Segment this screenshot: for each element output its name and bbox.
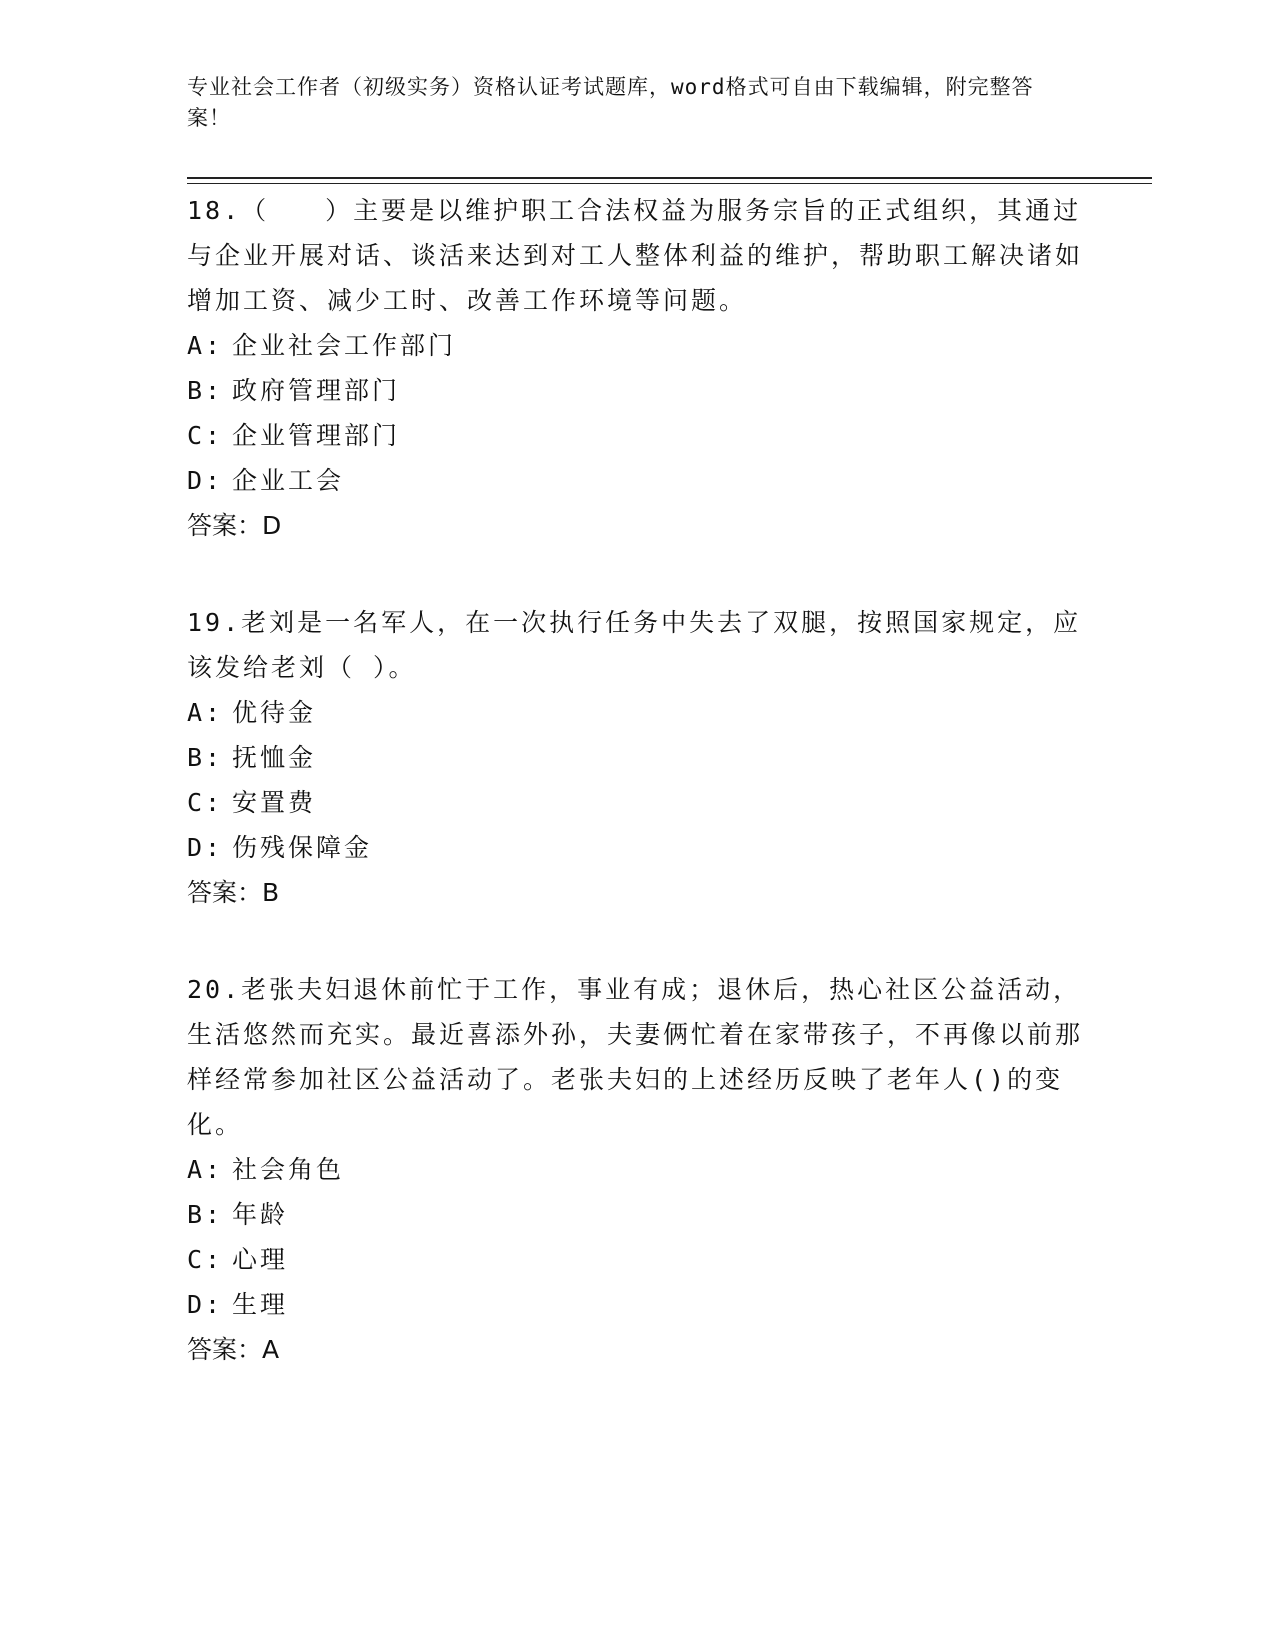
option-b xyxy=(187,735,1087,780)
option-text: 生理 xyxy=(232,1290,289,1319)
question-list xyxy=(187,188,1087,1424)
option-key: C: xyxy=(187,421,224,450)
option-text: 心理 xyxy=(232,1245,289,1274)
option-key: B: xyxy=(187,743,224,772)
option-text: 社会角色 xyxy=(232,1155,345,1184)
option-key: D: xyxy=(187,1290,224,1319)
option-c xyxy=(187,413,1087,458)
question-stem: 20.老张夫妇退休前忙于工作，事业有成；退休后，热心社区公益活动，生活悠然而充实。最近喜添外孙，夫妻俩忙着在家带孩子，不再像以前那样经常参加社区公益活动了。老张夫妇的上述经历反映了老年人()的变化。 xyxy=(187,975,1084,1139)
option-d xyxy=(187,458,1087,503)
option-c xyxy=(187,780,1087,825)
option-key: B: xyxy=(187,1200,224,1229)
answer-line: 答案：A xyxy=(187,1335,280,1364)
option-key: A: xyxy=(187,1155,224,1184)
question-stem: 18.（ ）主要是以维护职工合法权益为服务宗旨的正式组织，其通过与企业开展对话、谈活来达到对工人整体利益的维护，帮助职工解决诸如增加工资、减少工时、改善工作环境等问题。 xyxy=(187,196,1084,315)
option-key: B: xyxy=(187,376,224,405)
question-stem: 19.老刘是一名军人，在一次执行任务中失去了双腿，按照国家规定，应该发给老刘（ ）。 xyxy=(187,608,1082,682)
option-text: 政府管理部门 xyxy=(232,376,401,405)
option-key: C: xyxy=(187,788,224,817)
option-key: A: xyxy=(187,698,224,727)
option-b xyxy=(187,1192,1087,1237)
option-text: 企业社会工作部门 xyxy=(232,331,457,360)
option-a xyxy=(187,1147,1087,1192)
option-text: 优待金 xyxy=(232,698,317,727)
option-b xyxy=(187,368,1087,413)
option-d xyxy=(187,825,1087,870)
option-text: 年龄 xyxy=(232,1200,289,1229)
question-18 xyxy=(187,188,1087,548)
option-text: 企业管理部门 xyxy=(232,421,401,450)
option-text: 企业工会 xyxy=(232,466,345,495)
option-a xyxy=(187,690,1087,735)
document-header: 专业社会工作者（初级实务）资格认证考试题库，word格式可自由下载编辑，附完整答案！ xyxy=(187,75,1034,130)
option-key: D: xyxy=(187,466,224,495)
option-d xyxy=(187,1282,1087,1327)
option-key: A: xyxy=(187,331,224,360)
option-a xyxy=(187,323,1087,368)
option-text: 抚恤金 xyxy=(232,743,317,772)
header-rule-thin xyxy=(187,183,1152,184)
option-key: D: xyxy=(187,833,224,862)
answer-line: 答案：B xyxy=(187,878,280,907)
option-key: C: xyxy=(187,1245,224,1274)
header-rule-thick xyxy=(187,177,1152,179)
question-20 xyxy=(187,967,1087,1372)
answer-line: 答案：D xyxy=(187,511,282,540)
option-text: 安置费 xyxy=(232,788,317,817)
question-19 xyxy=(187,600,1087,915)
option-text: 伤残保障金 xyxy=(232,833,373,862)
option-c xyxy=(187,1237,1087,1282)
